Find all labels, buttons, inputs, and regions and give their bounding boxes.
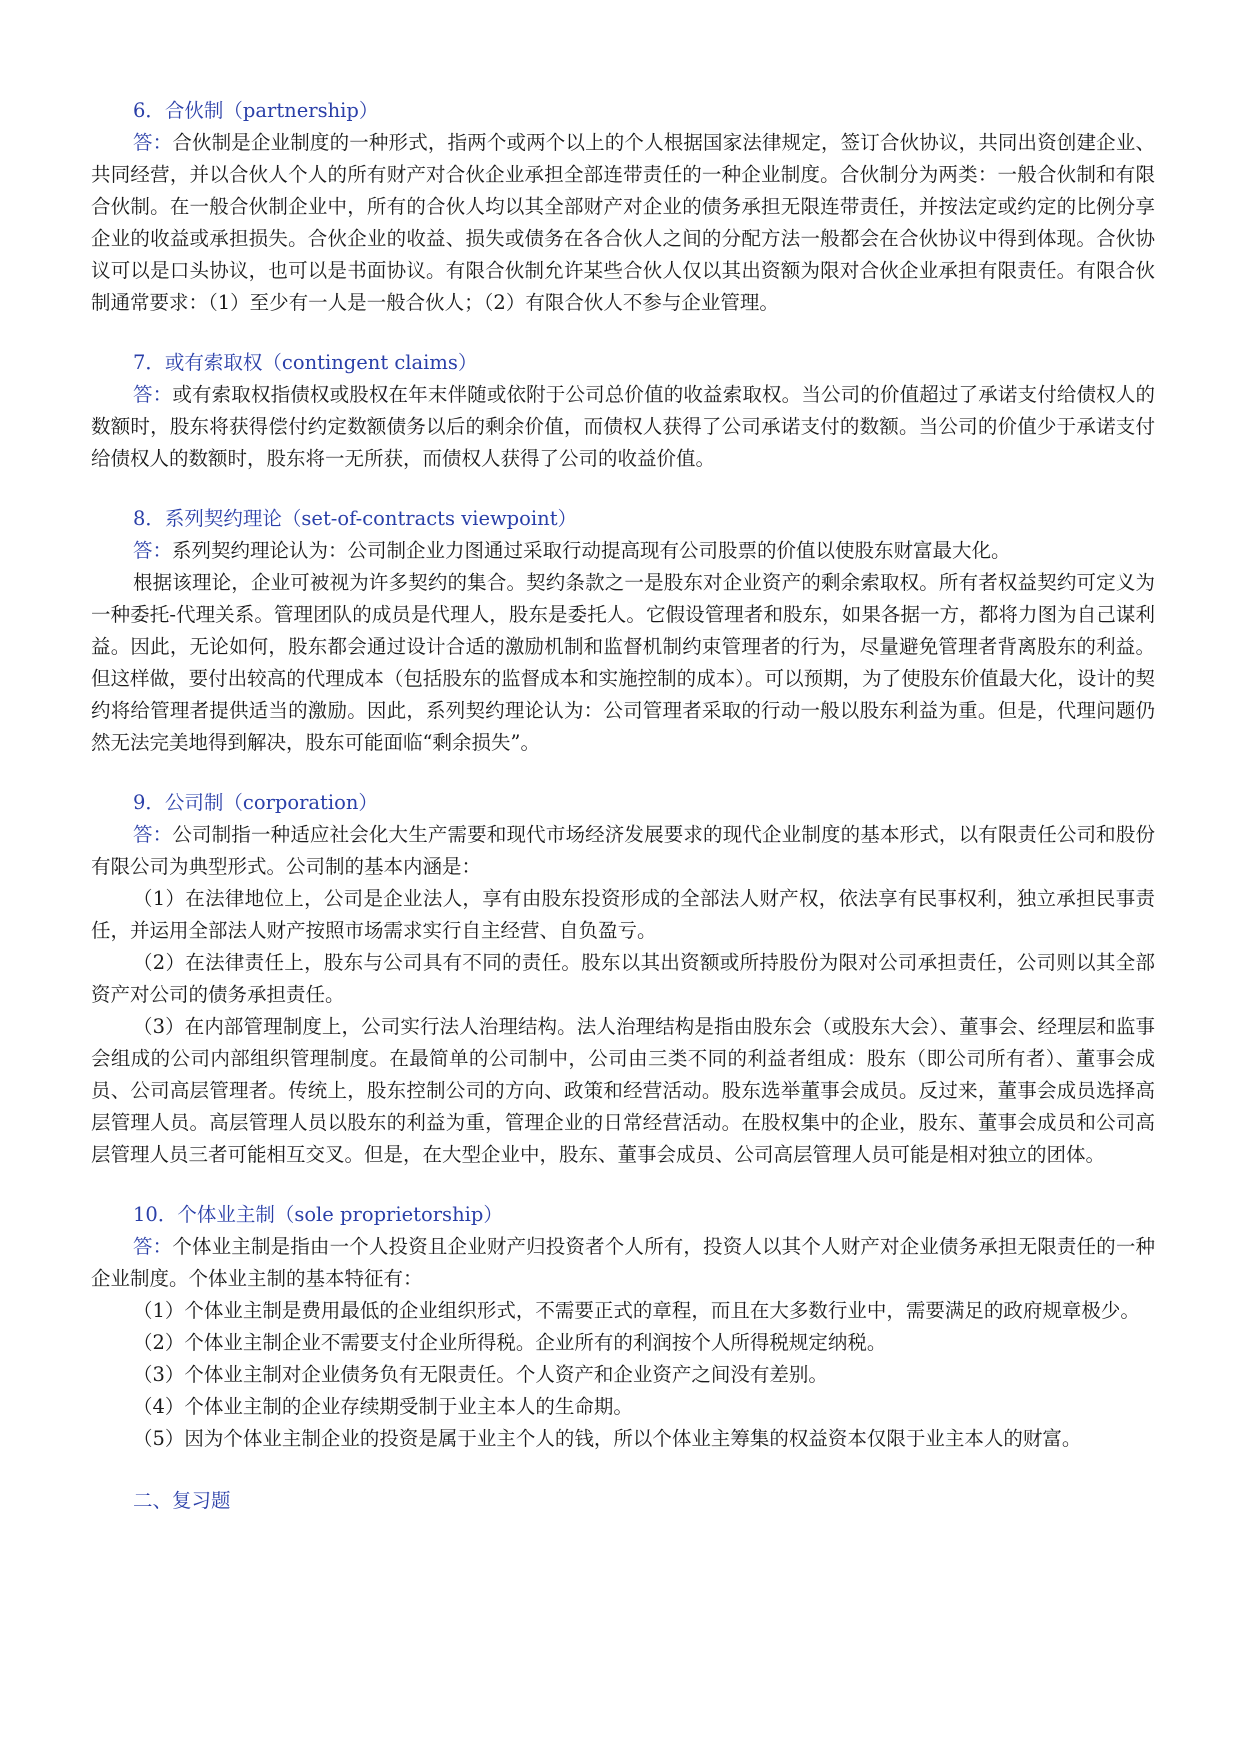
answer-text: 个体业主制是指由一个人投资且企业财产归投资者个人所有，投资人以其个人财产对企业债务承担无限责任的一种企业制度。个体业主制的基本特征有： — [91, 1235, 1155, 1290]
answer-paragraph — [91, 819, 1155, 883]
term-section-set-of-contracts — [91, 503, 1155, 759]
list-paragraph: （2）在法律责任上，股东与公司具有不同的责任。股东以其出资额或所持股份为限对公司承担责任，公司则以其全部资产对公司的债务承担责任。 — [91, 951, 1155, 1006]
section-heading-review-questions: 二、复习题 — [133, 1489, 231, 1512]
term-heading: 6．合伙制（partnership） — [133, 99, 379, 122]
term-section-contingent-claims — [91, 347, 1155, 475]
answer-text: 合伙制是企业制度的一种形式，指两个或两个以上的个人根据国家法律规定，签订合伙协议，共同出资创建企业、共同经营，并以合伙人个人的所有财产对合伙企业承担全部连带责任的一种企业制度。合伙制分为两类：一般合伙制和有限合伙制。在一般合伙制企业中，所有的合伙人均以其全部财产对企业的债务承担无限连带责任，并按法定或约定的比例分享企业的收益或承担损失。合伙企业的收益、损失或债务在各合伙人之间的分配方法一般都会在合伙协议中得到体现。合伙协议可以是口头协议，也可以是书面协议。有限合伙制允许某些合伙人仅以其出资额为限对合伙企业承担有限责任。有限合伙制通常要求：（1）至少有一人是一般合伙人；（2）有限合伙人不参与企业管理。 — [91, 131, 1155, 314]
term-heading: 10．个体业主制（sole proprietorship） — [133, 1203, 503, 1226]
body-paragraph: 根据该理论，企业可被视为许多契约的集合。契约条款之一是股东对企业资产的剩余索取权。所有者权益契约可定义为一种委托-代理关系。管理团队的成员是代理人，股东是委托人。它假设管理者和股东，如果各据一方，都将力图为自己谋利益。因此，无论如何，股东都会通过设计合适的激励机制和监督机制约束管理者的行为，尽量避免管理者背离股东的利益。但这样做，要付出较高的代理成本（包括股东的监督成本和实施控制的成本）。可以预期，为了使股东价值最大化，设计的契约将给管理者提供适当的激励。因此，系列契约理论认为：公司管理者采取的行动一般以股东利益为重。但是，代理问题仍然无法完美地得到解决，股东可能面临“剩余损失”。 — [91, 571, 1155, 754]
list-paragraph: （4）个体业主制的企业存续期受制于业主本人的生命期。 — [133, 1395, 633, 1418]
list-paragraph: （2）个体业主制企业不需要支付企业所得税。企业所有的利润按个人所得税规定纳税。 — [133, 1331, 887, 1354]
answer-text: 或有索取权指债权或股权在年末伴随或依附于公司总价值的收益索取权。当公司的价值超过了承诺支付给债权人的数额时，股东将获得偿付约定数额债务以后的剩余价值，而债权人获得了公司承诺支付的数额。当公司的价值少于承诺支付给债权人的数额时，股东将一无所获，而债权人获得了公司的收益价值。 — [91, 383, 1155, 470]
answer-label: 答： — [133, 131, 173, 154]
list-paragraph: （1）个体业主制是费用最低的企业组织形式，不需要正式的章程，而且在大多数行业中，需要满足的政府规章极少。 — [133, 1299, 1140, 1322]
answer-paragraph — [91, 379, 1155, 475]
answer-paragraph — [91, 535, 1155, 567]
answer-paragraph — [91, 127, 1155, 319]
term-heading: 9．公司制（corporation） — [133, 791, 378, 814]
list-paragraph: （1）在法律地位上，公司是企业法人，享有由股东投资形成的全部法人财产权，依法享有民事权利，独立承担民事责任，并运用全部法人财产按照市场需求实行自主经营、自负盈亏。 — [91, 887, 1155, 942]
term-heading: 8．系列契约理论（set-of-contracts viewpoint） — [133, 507, 578, 530]
term-section-partnership — [91, 95, 1155, 319]
answer-label: 答： — [133, 823, 173, 846]
answer-paragraph — [91, 1231, 1155, 1295]
list-paragraph: （3）在内部管理制度上，公司实行法人治理结构。法人治理结构是指由股东会（或股东大会）、董事会、经理层和监事会组成的公司内部组织管理制度。在最简单的公司制中，公司由三类不同的利益者组成：股东（即公司所有者）、董事会成员、公司高层管理者。传统上，股东控制公司的方向、政策和经营活动。股东选举董事会成员。反过来，董事会成员选择高层管理人员。高层管理人员以股东的利益为重，管理企业的日常经营活动。在股权集中的企业，股东、董事会成员和公司高层管理人员三者可能相互交叉。但是，在大型企业中，股东、董事会成员、公司高层管理人员可能是相对独立的团体。 — [91, 1015, 1155, 1166]
term-section-corporation — [91, 787, 1155, 1171]
answer-text: 系列契约理论认为：公司制企业力图通过采取行动提高现有公司股票的价值以使股东财富最大化。 — [172, 539, 1011, 562]
answer-text: 公司制指一种适应社会化大生产需要和现代市场经济发展要求的现代企业制度的基本形式，以有限责任公司和股份有限公司为典型形式。公司制的基本内涵是： — [91, 823, 1155, 878]
answer-label: 答： — [133, 539, 173, 562]
answer-label: 答： — [133, 383, 173, 406]
document-page — [91, 95, 1155, 1537]
list-paragraph: （3）个体业主制对企业债务负有无限责任。个人资产和企业资产之间没有差别。 — [133, 1363, 828, 1386]
term-section-sole-proprietorship — [91, 1199, 1155, 1455]
term-heading: 7．或有索取权（contingent claims） — [133, 351, 478, 374]
answer-label: 答： — [133, 1235, 173, 1258]
list-paragraph: （5）因为个体业主制企业的投资是属于业主个人的钱，所以个体业主筹集的权益资本仅限于业主本人的财富。 — [133, 1427, 1082, 1450]
